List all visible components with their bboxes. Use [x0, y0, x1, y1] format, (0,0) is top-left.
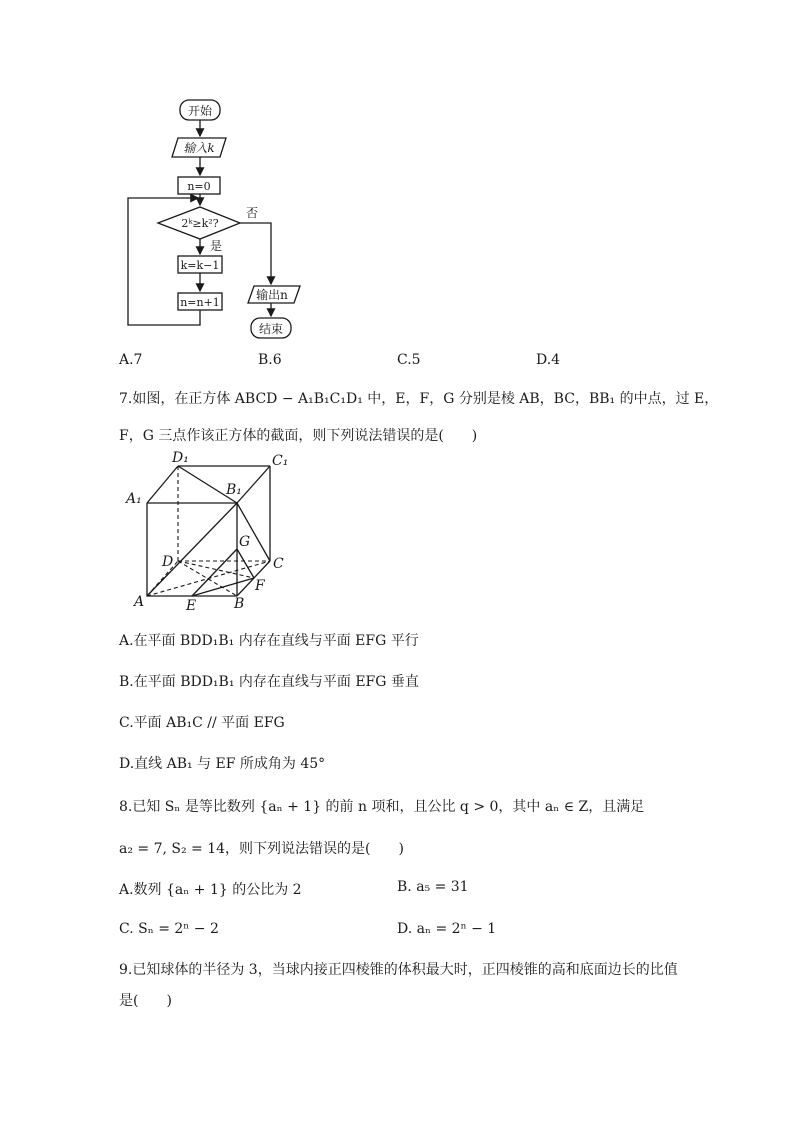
cube-label-a: A: [134, 594, 145, 610]
q7-stem-line2: F，G 三点作该正方体的截面，则下列说法错误的是( ): [119, 428, 478, 444]
cube-label-g: G: [239, 534, 251, 550]
q8-stem-line2: a₂ = 7, S₂ = 14，则下列说法错误的是( ): [119, 841, 404, 857]
flow-yes-label: 是: [209, 239, 223, 253]
q9-stem-line1: 9.已知球体的半径为 3，当球内接正四棱锥的体积最大时，正四棱锥的高和底面边长的比值: [119, 962, 678, 978]
q7-stem-line1: 7.如图，在正方体 ABCD − A₁B₁C₁D₁ 中，E，F，G 分别是棱 AB，BC，BB₁ 的中点，过 E，: [119, 391, 719, 407]
cube-label-d: D: [162, 554, 174, 570]
cube-label-f: F: [255, 578, 265, 594]
q6-option-d: D.4: [536, 352, 561, 368]
flow-step2-label: n=n+1: [180, 296, 220, 309]
cube-figure: [120, 448, 300, 618]
q6-option-a: A.7: [119, 352, 143, 368]
q9-stem-line2: 是( ): [119, 993, 172, 1009]
cube-label-c1: C₁: [272, 453, 289, 469]
q8-option-d: D. aₙ = 2ⁿ − 1: [397, 921, 497, 937]
flow-step1-label: k=k−1: [180, 259, 220, 272]
q8-stem-line1: 8.已知 Sₙ 是等比数列 {aₙ + 1} 的前 n 项和，且公比 q > 0，其中 aₙ ∈ Z，且满足: [119, 799, 645, 815]
flowchart: [120, 95, 330, 345]
cube-label-d1: D₁: [172, 450, 189, 466]
q7-option-c: C.平面 AB₁C // 平面 EFG: [119, 715, 285, 731]
q7-option-a: A.在平面 BDD₁B₁ 内存在直线与平面 EFG 平行: [119, 633, 419, 649]
q8-option-b: B. a₅ = 31: [397, 879, 469, 895]
q7-option-d: D.直线 AB₁ 与 EF 所成角为 45°: [119, 756, 326, 772]
flow-input-label: 输入k: [183, 141, 215, 155]
flow-output-label: 输出n: [256, 288, 288, 302]
cube-label-b1: B₁: [226, 482, 242, 498]
cube-label-a1: A₁: [126, 491, 142, 507]
q6-option-b: B.6: [258, 352, 282, 368]
flow-condition-label: 2ᵏ≥k²?: [181, 217, 219, 230]
q7-option-b: B.在平面 BDD₁B₁ 内存在直线与平面 EFG 垂直: [119, 674, 419, 690]
q8-option-c: C. Sₙ = 2ⁿ − 2: [119, 921, 219, 937]
cube-label-c: C: [273, 556, 284, 572]
q6-option-c: C.5: [397, 352, 421, 368]
cube-label-b: B: [234, 596, 245, 612]
q8-option-a: A.数列 {aₙ + 1} 的公比为 2: [119, 882, 302, 898]
flow-init-label: n=0: [187, 180, 211, 193]
flow-end-label: 结束: [258, 322, 284, 336]
flow-no-label: 否: [245, 206, 259, 220]
cube-label-e: E: [186, 598, 197, 614]
flow-start-label: 开始: [187, 104, 213, 118]
